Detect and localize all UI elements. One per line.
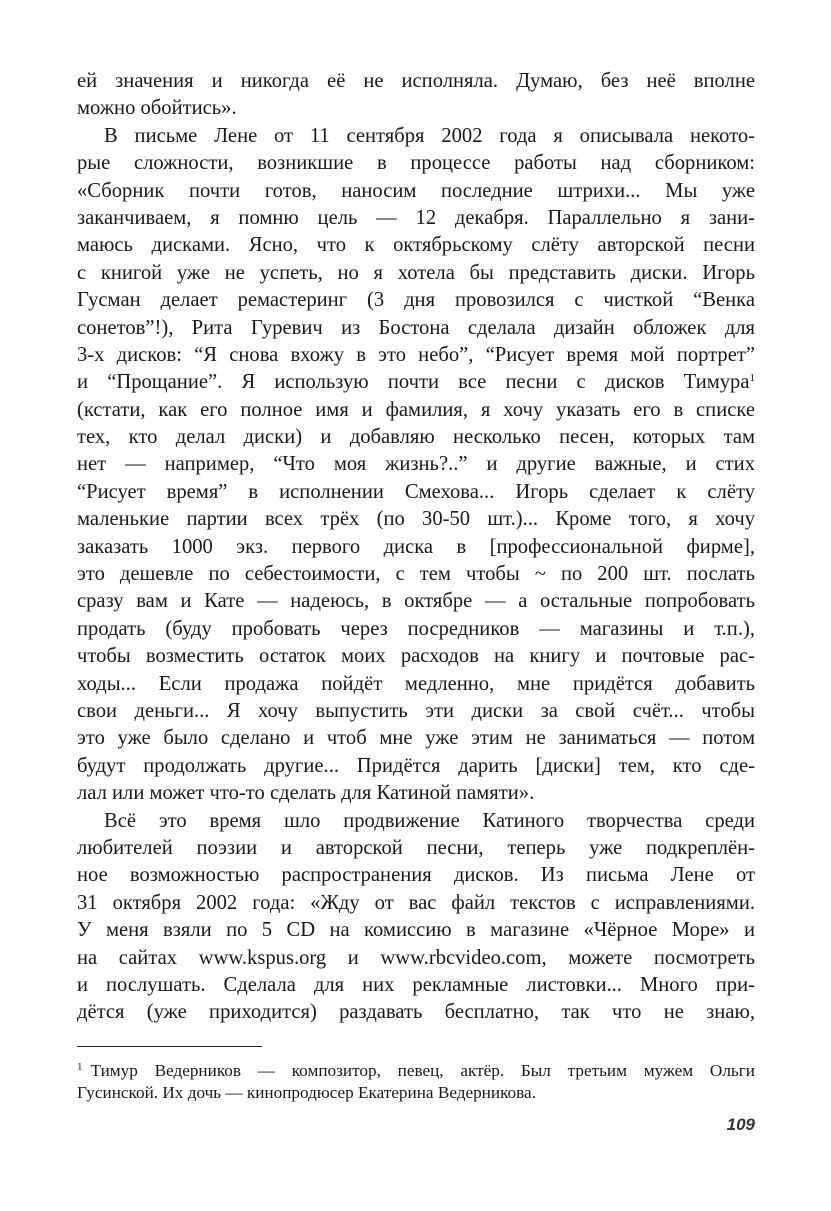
text-line: (кстати, как его полное имя и фамилия, я хочу указать его в списке — [77, 398, 755, 421]
text-line: с книгой уже не успеть, но я хотела бы представить диски. Игорь — [77, 261, 755, 284]
text-line: заканчиваем, я помню цель — 12 декабря. Параллельно я зани- — [77, 206, 755, 229]
text-line: свои деньги... Я хочу выпустить эти диски за свой счёт... чтобы — [77, 699, 755, 722]
text-line: будут продолжать другие... Придётся дарить [диски] тем, кто сде- — [77, 754, 755, 777]
text-line: чтобы возместить остаток моих расходов на книгу и почтовые рас- — [77, 645, 755, 668]
footnote-ref[interactable]: 1 — [749, 372, 755, 385]
text-line: сонетов”!), Рита Гуревич из Бостона сделала дизайн обложек для — [77, 316, 755, 339]
footnote-marker: 1 — [77, 1061, 83, 1073]
text-line: тех, кто делал диски) и добавляю несколько песен, которых там — [77, 426, 755, 449]
footnote-separator — [77, 1046, 262, 1047]
text-line-with-footnote-ref — [77, 369, 755, 396]
text-line: сразу вам и Кате — надеюсь, в октябре — а остальные попробовать — [77, 590, 755, 613]
text-line: 31 октября 2002 года: «Жду от вас файл текстов с исправлениями. — [77, 891, 755, 914]
footnote-line: Гусинской. Их дочь — кинопродюсер Екатерина Ведерникова. — [77, 1083, 536, 1102]
text-line: лал или может что-то сделать для Катиной памяти». — [77, 782, 535, 805]
text-line: нет — например, “Что моя жизнь?..” и другие важные, и стих — [77, 453, 755, 476]
text-line: «Сборник почти готов, наносим последние штрихи... Мы уже — [77, 179, 755, 202]
text-line: рые сложности, возникшие в процессе работы над сборником: — [77, 152, 755, 175]
text-line: любителей поэзии и авторской песни, теперь уже подкреплён- — [77, 836, 755, 859]
text-line: на сайтах www.kspus.org и www.rbcvideo.com, можете посмотреть — [77, 946, 755, 969]
text-line: В письме Лене от 11 сентября 2002 года я описывала некото- — [104, 124, 755, 147]
text-line: ей значения и никогда её не исполняла. Думаю, без неё вполне — [77, 70, 755, 92]
text-line: дётся (уже приходится) раздавать бесплатно, так что не знаю, — [77, 1001, 755, 1024]
text-line: можно обойтись». — [77, 97, 237, 120]
text-line: 3-х дисков: “Я снова вхожу в это небо”, “Рисует время мой портрет” — [77, 343, 755, 366]
text-line: это уже было сделано и чтоб мне уже этим не заниматься — потом — [77, 727, 755, 750]
footnote — [77, 1055, 755, 1105]
body-text — [77, 68, 755, 1027]
text-line: это дешевле по себестоимости, с тем чтобы ~ по 200 шт. послать — [77, 563, 755, 586]
text-line: “Рисует время” в исполнении Смехова... Игорь сделает к слёту — [77, 480, 755, 503]
text-line: ное возможностью распространения дисков. Из письма Лене от — [77, 864, 755, 887]
text-line: и “Прощание”. Я использую почти все песни с дисков Тимура — [77, 371, 750, 394]
text-line: маюсь дисками. Ясно, что к октябрьскому слёту авторской песни — [77, 234, 755, 257]
text-line: ходы... Если продажа пойдёт медленно, мне придётся добавить — [77, 672, 755, 695]
text-line: заказать 1000 экз. первого диска в [профессиональной фирме], — [77, 535, 755, 558]
text-line: У меня взяли по 5 CD на комиссию в магазине «Чёрное Море» и — [77, 919, 755, 942]
footnote-text: Тимур Ведерников — композитор, певец, актёр. Был третьим мужем Ольги — [90, 1061, 755, 1080]
page-number: 109 — [726, 1115, 755, 1134]
text-line: и послушать. Сделала для них рекламные листовки... Много при- — [77, 973, 755, 996]
text-line: продать (буду пробовать через посредников — магазины и т.п.), — [77, 617, 755, 640]
text-line: маленькие партии всех трёх (по 30-50 шт.)... Кроме того, я хочу — [77, 508, 755, 531]
footnote-line — [77, 1055, 755, 1080]
text-line: Гусман делает ремастеринг (3 дня провозился с чисткой “Венка — [77, 289, 755, 312]
text-line: Всё это время шло продвижение Катиного творчества среди — [104, 809, 755, 832]
